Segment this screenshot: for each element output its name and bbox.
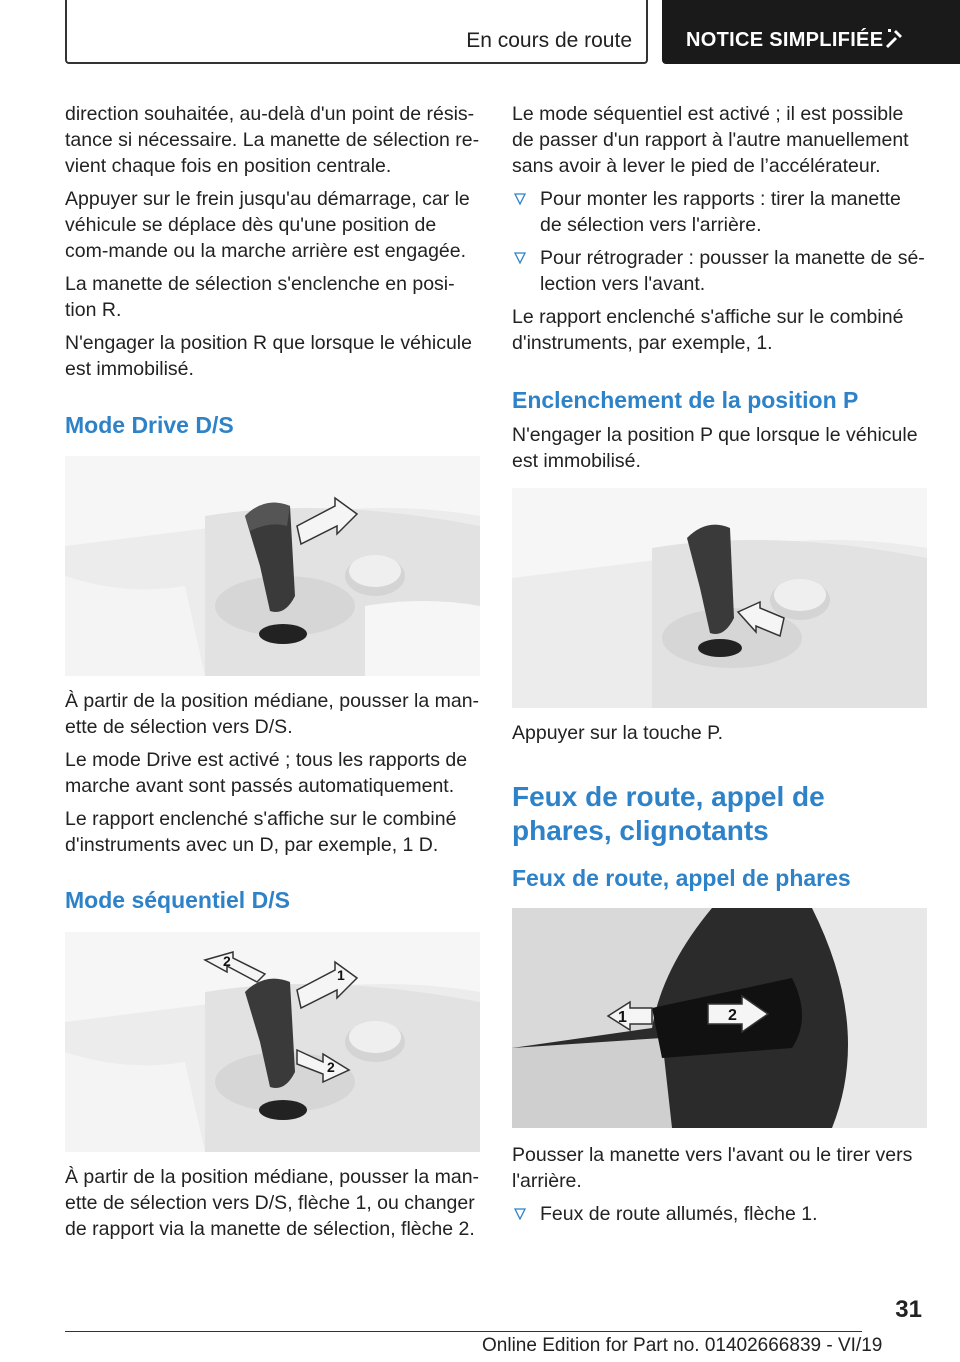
chapter-title: NOTICE SIMPLIFIÉE [686,29,884,51]
list-item [512,245,927,297]
arrow-label-2: 2 [223,953,231,969]
bullet-triangle-icon [514,252,526,264]
paragraph: Le rapport enclenché s'affiche sur le combiné d'instruments, par exemple, 1. [512,306,904,354]
list-item-text: Pour monter les rapports : tirer la manette de sélection vers l'arrière. [540,188,901,236]
left-column-bottom [65,1164,480,1249]
arrow-label-2: 2 [327,1059,335,1075]
arrow-label-1: 1 [337,967,345,983]
arrow-label-2: 2 [728,1007,737,1024]
left-column [65,101,480,389]
chapter-tab [662,0,960,64]
left-column-mid [65,688,480,865]
list-item [512,1201,927,1227]
right-column-bottom [512,1142,927,1234]
paragraph: Appuyer sur la touche P. [512,722,724,744]
arrow-label-1: 1 [618,1009,627,1026]
paragraph: La manette de sélection s'enclenche en posi-tion R. [65,273,455,321]
paragraph: À partir de la position médiane, pousser la man-ette de sélection vers D/S. [65,690,480,738]
figure-park-button [512,488,927,708]
section-title: En cours de route [466,29,632,52]
edition-note: Online Edition for Part no. 01402666839 - VI/19 [482,1335,883,1356]
paragraph: Le mode séquentiel est activé ; il est possible de passer d'un rapport à l'autre manuellement sans avoir à lever le pied de l’accélérateur. [512,103,909,177]
figure-gear-selector-sequential [65,932,480,1152]
figure-turn-signal-lever [512,908,927,1128]
bullet-triangle-icon [514,1208,526,1220]
paragraph: Le rapport enclenché s'affiche sur le combiné d'instruments avec un D, par exemple, 1 D. [65,808,457,856]
right-column-park [512,422,927,481]
right-column-p [512,720,927,753]
paragraph: Pousser la manette vers l'avant ou le tirer vers l'arrière. [512,1144,913,1192]
heading-high-beam-indicators: Feux de route, appel de phares, clignotants [512,781,825,846]
list-item-text: Feux de route allumés, flèche 1. [540,1203,818,1225]
heading-high-beam: Feux de route, appel de phares [512,865,851,891]
heading-sequential-mode: Mode séquentiel D/S [65,887,290,913]
paragraph: N'engager la position P que lorsque le véhicule est immobilisé. [512,424,918,472]
paragraph: Appuyer sur le frein jusqu'au démarrage, car le véhicule se déplace dès qu'une position de com-mande ou la marche arrière est engagée. [65,188,470,262]
heading-drive-mode: Mode Drive D/S [65,412,234,438]
footer-divider [65,1331,862,1332]
section-tab [65,0,648,64]
paragraph: Le mode Drive est activé ; tous les rapports de marche avant sont passés automatiquement. [65,749,468,797]
page-number: 31 [895,1296,922,1323]
list-item-text: Pour rétrograder : pousser la manette de sé-lection vers l'avant. [540,247,925,295]
paragraph: direction souhaitée, au-delà d'un point de résis-tance si nécessaire. La manette de sélection re-vient chaque fois en position centrale. [65,103,480,177]
heading-park-position: Enclenchement de la position P [512,387,859,413]
figure-gear-selector-drive [65,456,480,676]
wrench-icon [884,28,904,48]
paragraph: À partir de la position médiane, pousser la man-ette de sélection vers D/S, flèche 1, ou changer de rapport via la manette de sélection, flèche 2. [65,1166,480,1240]
paragraph: N'engager la position R que lorsque le véhicule est immobilisé. [65,332,472,380]
list-item [512,186,927,238]
right-column [512,101,927,363]
bullet-triangle-icon [514,193,526,205]
